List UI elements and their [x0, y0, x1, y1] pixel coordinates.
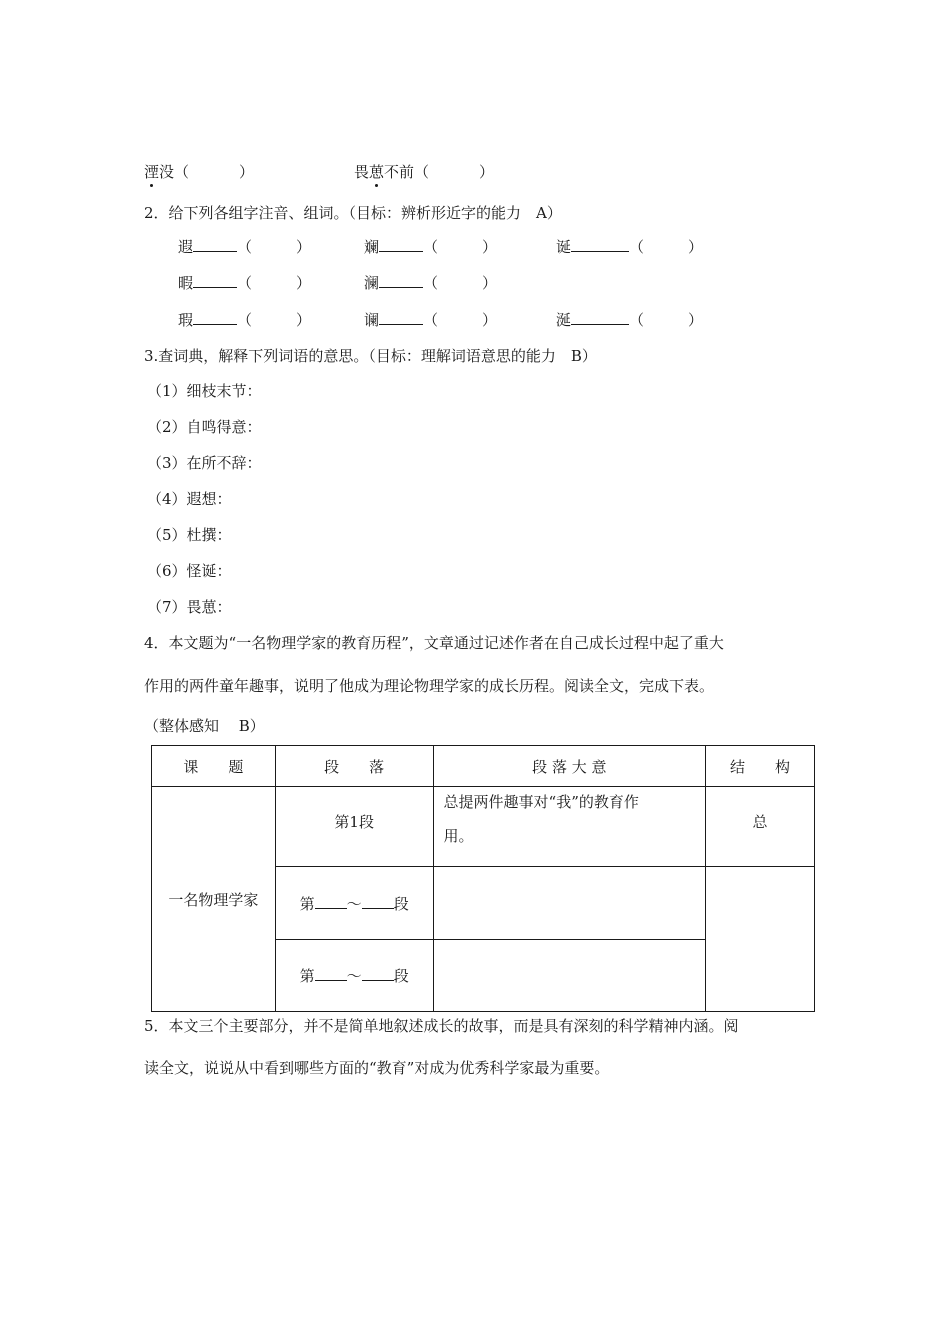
meaning-answer-cell[interactable]	[433, 940, 706, 1012]
answer-blank[interactable]	[379, 273, 423, 288]
question-3-title: 3.查词典，解释下列词语的意思。（目标：理解词语意思的能力 B）	[144, 347, 597, 365]
answer-blank[interactable]	[193, 310, 237, 325]
question-5-line: 5．本文三个主要部分，并不是简单地叙述成长的故事，而是具有深刻的科学精神内涵。阅	[144, 1017, 739, 1035]
emphasis-char: 葸	[369, 163, 385, 181]
vocab-item: （2）自鸣得意：	[147, 418, 262, 436]
char-item: 遐 （ ）	[178, 238, 312, 256]
word-item-weixi: 畏葸不前（ ）	[354, 163, 495, 181]
paragraph-cell: 第1段	[275, 787, 433, 867]
paragraph-range-cell: 第 ～ 段	[275, 867, 433, 940]
vocab-item: （6）怪诞：	[147, 562, 232, 580]
answer-blank[interactable]	[193, 237, 237, 252]
answer-blank[interactable]	[362, 894, 394, 909]
summary-table	[151, 745, 815, 1012]
char-item: 瑕 （ ）	[178, 311, 312, 329]
vocab-item: （4）遐想：	[147, 490, 232, 508]
char-item: 涎 （ ）	[556, 311, 704, 329]
char-item: 谰 （ ）	[364, 311, 498, 329]
question-4-line: 作用的两件童年趣事，说明了他成为理论物理学家的成长历程。阅读全文，完成下表。	[144, 677, 715, 695]
header-structure: 结 构	[706, 746, 815, 787]
word-item-yanmo: 湮没（ ）	[144, 163, 255, 181]
answer-blank[interactable]	[379, 237, 423, 252]
meaning-cell: 总提两件趣事对“我”的教育作 用。	[433, 787, 706, 867]
answer-blank[interactable]	[315, 894, 347, 909]
table-header-row	[152, 746, 815, 787]
question-2-title: 2．给下列各组字注音、组词。（目标：辨析形近字的能力 A）	[144, 204, 562, 222]
char-item: 澜 （ ）	[364, 274, 498, 292]
question-5-line: 读全文，说说从中看到哪些方面的“教育”对成为优秀科学家最为重要。	[144, 1059, 610, 1077]
paragraph-range-cell: 第 ～ 段	[275, 940, 433, 1012]
answer-blank[interactable]	[193, 273, 237, 288]
question-4-note: （整体感知 B）	[144, 717, 265, 735]
structure-answer-cell[interactable]	[706, 867, 815, 1012]
answer-blank[interactable]	[379, 310, 423, 325]
header-meaning: 段 落 大 意	[433, 746, 706, 787]
emphasis-char: 湮	[144, 163, 160, 181]
answer-blank[interactable]	[571, 237, 629, 252]
vocab-item: （5）杜撰：	[147, 526, 232, 544]
structure-cell: 总	[706, 787, 815, 867]
vocab-item: （3）在所不辞：	[147, 454, 262, 472]
header-topic: 课 题	[152, 746, 276, 787]
char-item: 斓 （ ）	[364, 238, 498, 256]
table-row	[152, 787, 815, 867]
answer-blank[interactable]	[571, 310, 629, 325]
answer-blank[interactable]	[362, 966, 394, 981]
char-item: 诞 （ ）	[556, 238, 704, 256]
vocab-item: （7）畏葸：	[147, 598, 232, 616]
question-4-line: 4．本文题为“一名物理学家的教育历程”，文章通过记述作者在自己成长过程中起了重大	[144, 634, 724, 652]
char-item: 暇 （ ）	[178, 274, 312, 292]
meaning-answer-cell[interactable]	[433, 867, 706, 940]
vocab-item: （1）细枝末节：	[147, 382, 262, 400]
header-paragraph: 段 落	[275, 746, 433, 787]
topic-cell: 一名物理学家	[152, 787, 276, 1012]
answer-blank[interactable]	[315, 966, 347, 981]
